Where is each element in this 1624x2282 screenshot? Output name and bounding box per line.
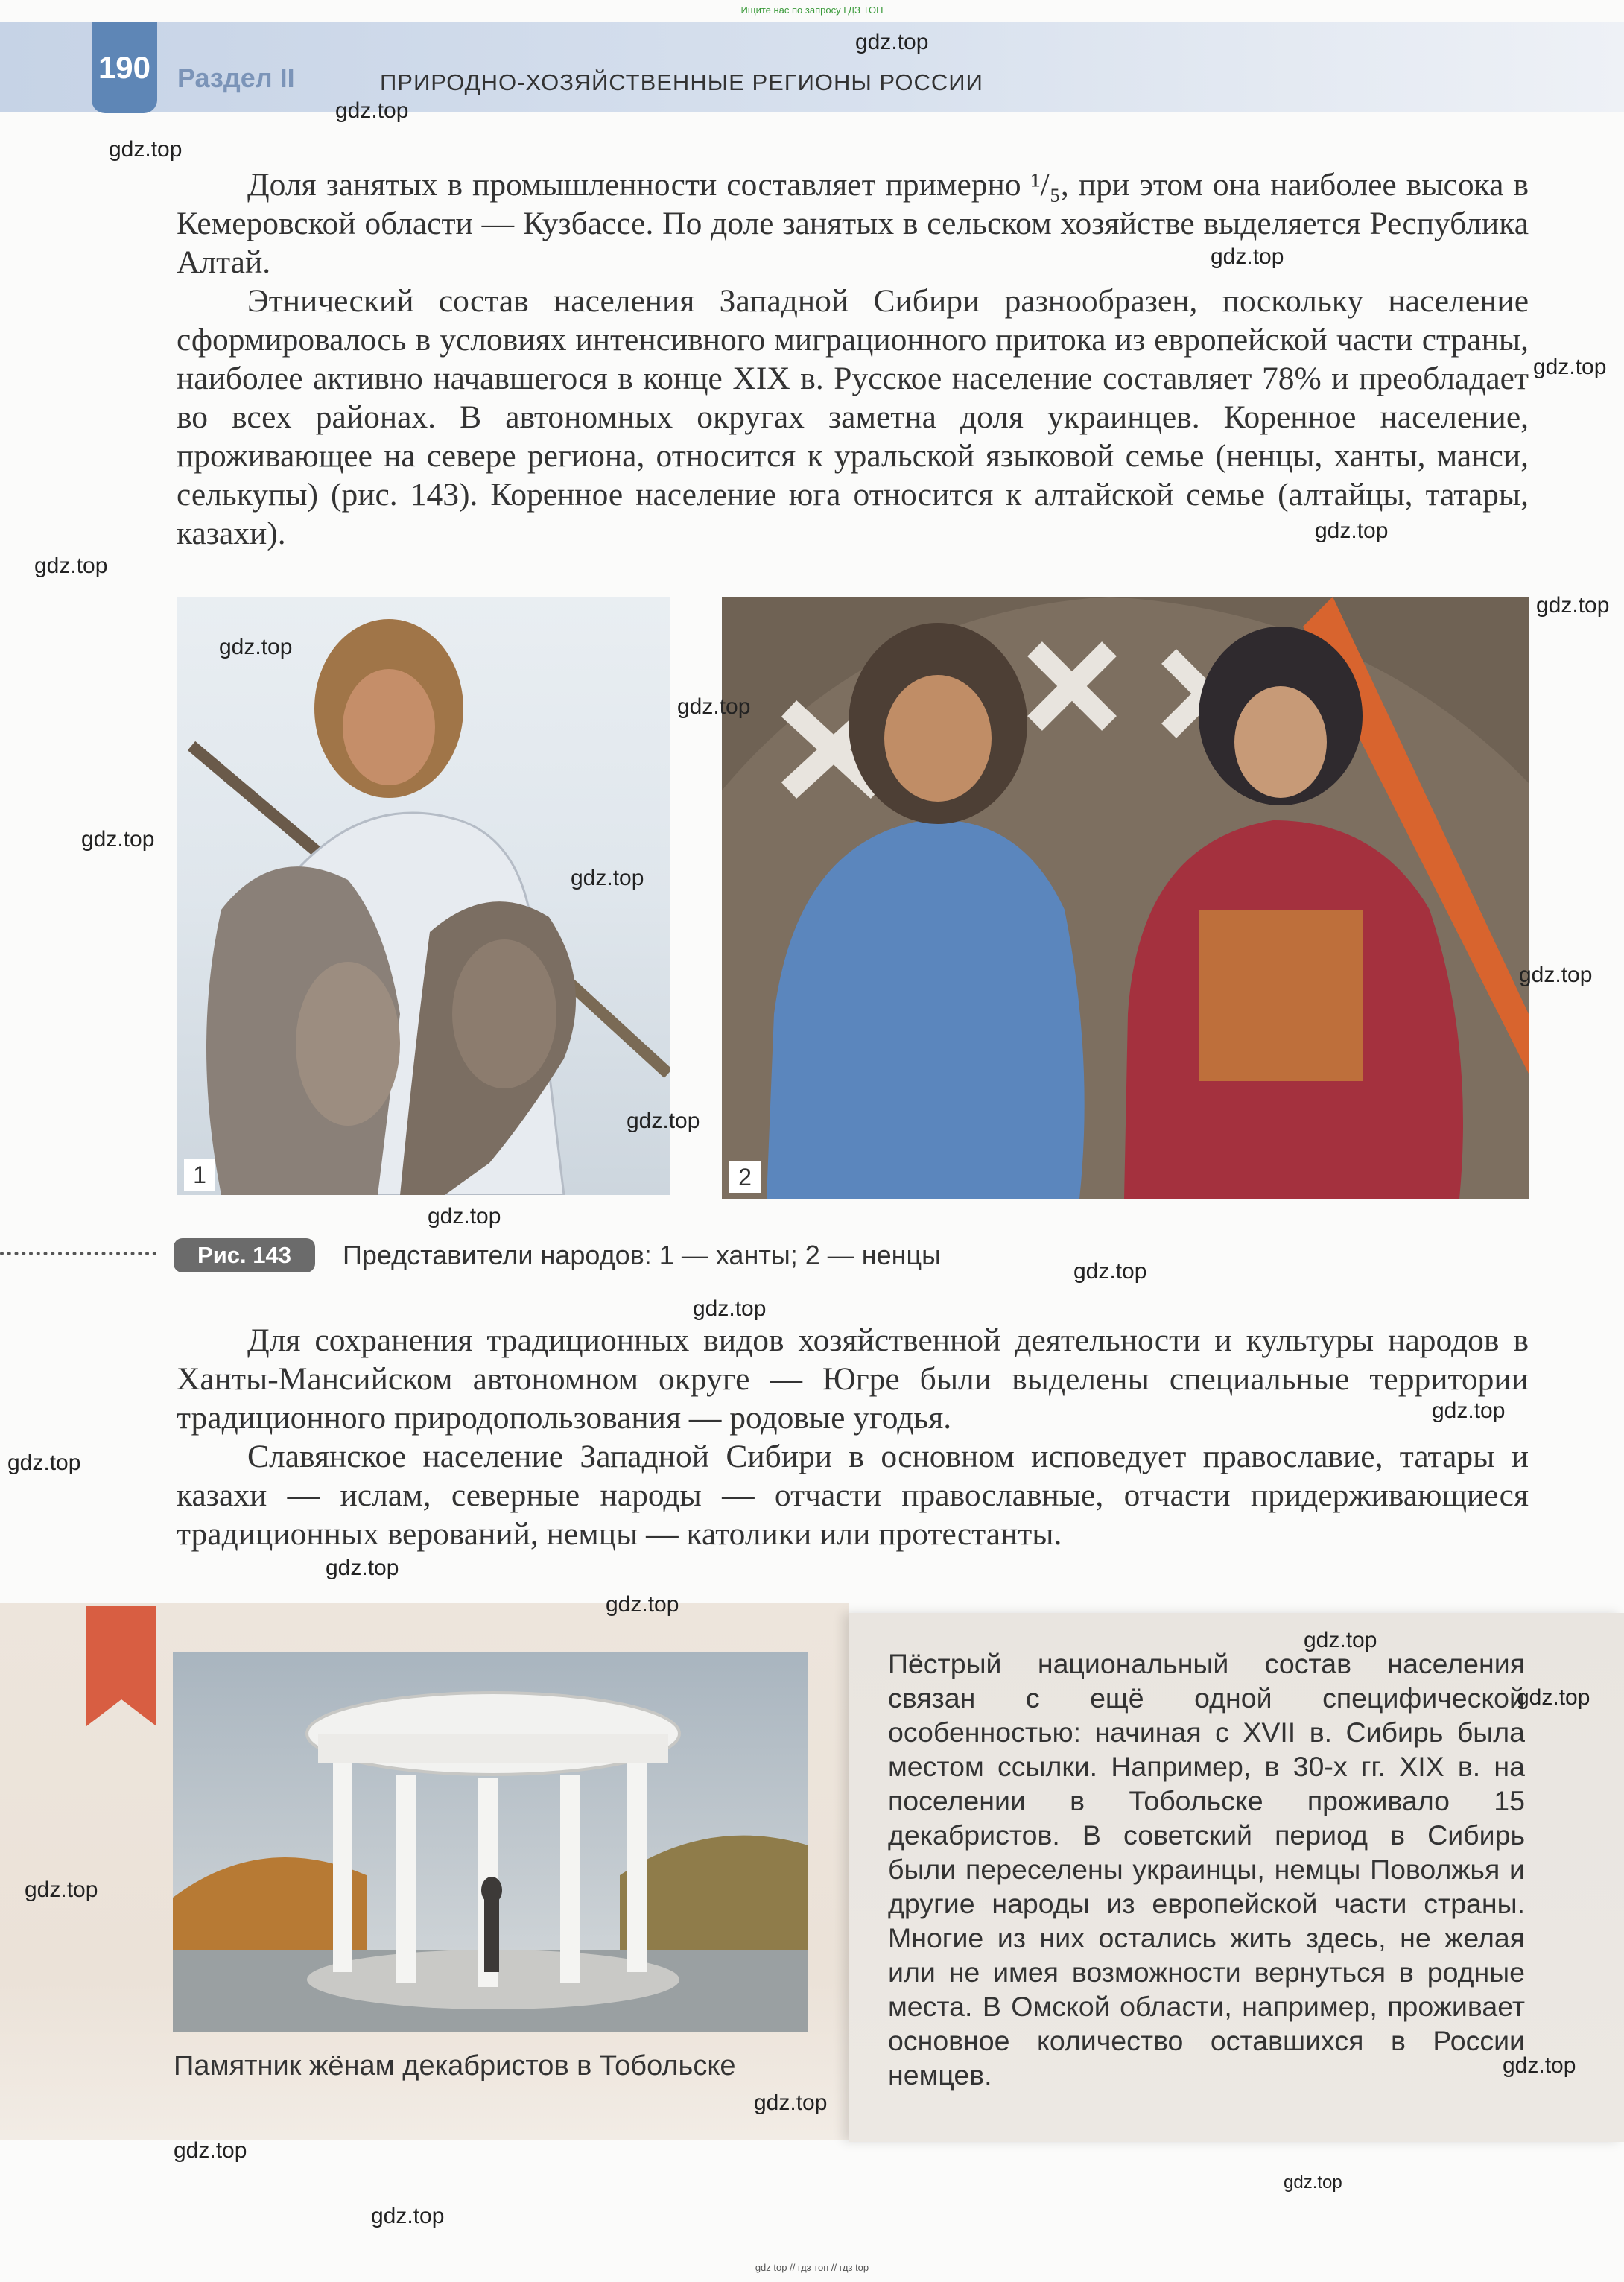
paragraph: Для сохранения традиционных видов хозяйственной деятельности и культуры народов в Ханты-Мансийском автономном округе — Югре были выделены специальные территории традиционного природопользования — родовые угодья. [177,1322,1529,1436]
bottom-footer-note: gdz top // гдз топ // гдз top [755,2262,869,2273]
watermark: gdz.top [677,694,751,719]
watermark: gdz.top [335,98,409,123]
watermark: gdz.top [371,2204,445,2228]
paragraph: Доля занятых в промышленности составляет примерно ¹/₅, при этом она наиболее высока в Кемеровской области — Кузбассе. По доле занятых в сельском хозяйстве выделяется Республика Алтай. [177,167,1529,280]
photo-number-2: 2 [729,1161,761,1193]
watermark: gdz.top [34,554,108,578]
watermark: gdz.top [1315,519,1389,543]
page-number: 190 [92,22,157,113]
watermark: gdz.top [627,1109,700,1133]
watermark: gdz.top [1536,593,1610,618]
watermark: gdz.top [754,2091,828,2115]
watermark: gdz.top [428,1204,501,1229]
watermark: gdz.top [1211,244,1284,269]
top-search-note: Ищите нас по запросу ГДЗ ТОП [740,4,884,16]
watermark: gdz.top [1503,2053,1576,2078]
photo-number-1: 1 [184,1159,215,1191]
watermark: gdz.top [1517,1685,1590,1710]
watermark: gdz.top [1304,1628,1377,1652]
watermark: gdz.top [109,137,183,162]
sidebar-text: Пёстрый национальный состав населения связан с ещё одной специфической особенностью: начиная с XVII в. Сибирь была местом ссылки. Например, в 30-х гг. XIX в. на поселении в Тобольске проживало 15 декабристов. В советский период в Сибирь были переселены украинцы, немцы Поволжья и другие народы из европейской части страны. Многие из них остались жить здесь, не желая или не имея возможности вернуться в родные места. В Омской области, например, проживает основное количество оставшихся в России немцев. [888,1648,1525,2091]
watermark: gdz.top [81,827,155,852]
figure-label: Рис. 143 [174,1238,315,1272]
watermark: gdz.top [693,1296,767,1321]
monument-caption: Памятник жёнам декабристов в Тобольске [174,2050,736,2082]
figure-caption: Представители народов: 1 — ханты; 2 — ненцы [343,1240,942,1270]
watermark: gdz.top [606,1592,679,1617]
watermark: gdz.top [174,2138,247,2163]
watermark: gdz.top [855,30,929,54]
body-text-bottom [177,1321,1529,1553]
chapter-title: ПРИРОДНО-ХОЗЯЙСТВЕННЫЕ РЕГИОНЫ РОССИИ [380,69,983,95]
watermark: gdz.top [7,1451,81,1475]
dotted-leader [0,1252,156,1255]
watermark: gdz.top [219,635,293,659]
photo-monument [173,1652,808,2032]
watermark: gdz.top [1519,963,1593,987]
photo-nenets [722,597,1529,1199]
watermark: gdz.top [1073,1259,1147,1284]
watermark: gdz.top [1432,1398,1506,1423]
body-text-top [177,165,1529,553]
watermark: gdz.top [571,866,644,890]
bookmark-ribbon-icon [86,1606,156,1726]
watermark: gdz.top [1533,355,1607,379]
watermark: gdz.top [25,1877,98,1902]
watermark: gdz.top [326,1556,399,1580]
photo-khanty [177,597,670,1195]
watermark: gdz.top [1284,2172,1342,2193]
paragraph: Славянское население Западной Сибири в основном исповедует православие, татары и казахи — ислам, северные народы — отчасти православные, отчасти придерживающиеся традиционных верований, немцы — католики или протестанты. [177,1439,1529,1552]
section-label: Раздел II [177,63,295,93]
paragraph: Этнический состав населения Западной Сибири разнообразен, поскольку население сформировалось в условиях интенсивного миграционного притока из европейской части страны, наиболее активно начавшегося в конце XIX в. Русское население составляет 78% и преобладает во всех районах. В автономных округах заметна доля украинцев. Коренное население, проживающее на севере региона, относится к уральской языковой семье (ненцы, ханты, манси, селькупы) (рис. 143). Коренное население юга относится к алтайской семье (алтайцы, татары, казахи). [177,283,1529,551]
